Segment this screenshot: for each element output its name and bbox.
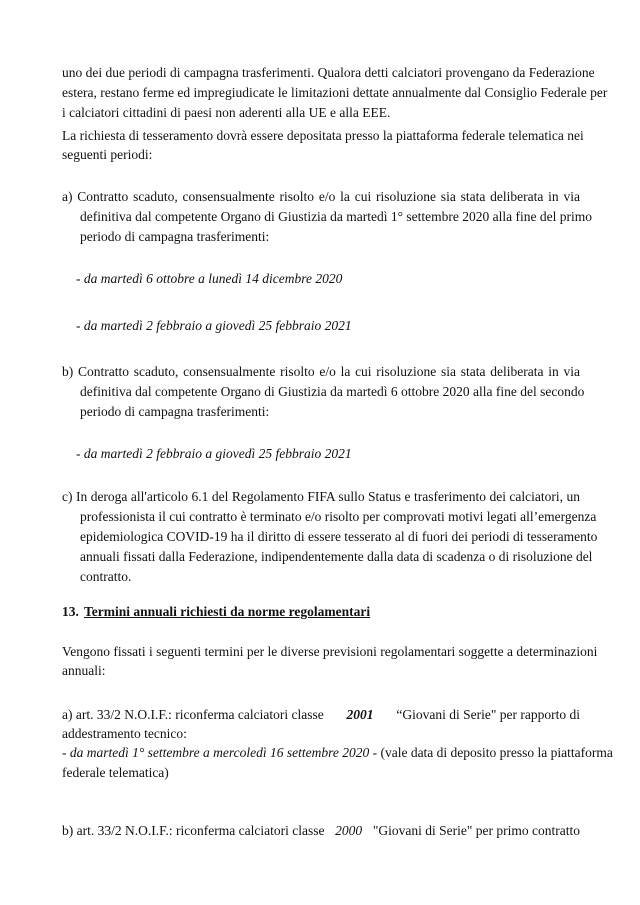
section-13-b-line-1 [62,822,580,840]
item-a-line-1: a) Contratto scaduto, consensualmente risolto e/o la cui risoluzione sia stata deliberata in via [62,189,580,204]
item-c-line-5: contratto. [80,569,132,584]
section-13-a-post: “Giovani di Serie" per rapporto di [396,707,580,722]
item-c-line-3: epidemiologica COVID-19 ha il diritto di essere tesserato al di fuori dei periodi di tesseramento [80,529,598,544]
section-13-intro-line-1: Vengono fissati i seguenti termini per le diverse previsioni regolamentari soggette a determinazioni [62,644,598,659]
section-13-a-period: - da martedì 1° settembre a mercoledì 16 settembre 2020 [62,745,370,760]
intro-line-3: i calciatori cittadini di paesi non aderenti alla UE e alla EEE. [62,105,391,120]
intro-line-2: estera, restano ferme ed impregiudicate le limitazioni dettate annualmente dal Consiglio Federale per [62,85,608,100]
section-13-a-line-4: federale telematica) [62,765,169,780]
item-b-period-1: - da martedì 2 febbraio a giovedì 25 febbraio 2021 [76,446,352,461]
section-13-b-post: "Giovani di Serie" per primo contratto [372,823,580,838]
section-13-a-pre: a) art. 33/2 N.O.I.F.: riconferma calciatori classe [62,707,324,722]
item-b-line-2: definitiva dal competente Organo di Giustizia da martedì 6 ottobre 2020 alla fine del secondo [80,384,585,399]
section-13-a-line-2: addestramento tecnico: [62,726,187,741]
section-13-number: 13. [62,604,79,619]
section-13-a-year: 2001 [346,707,374,722]
item-c-line-2: professionista il cui contratto è terminato e/o risolto per comprovati motivi legati all’emergenza [80,509,597,524]
item-b-line-3: periodo di campagna trasferimenti: [80,404,270,419]
item-a-period-1: - da martedì 6 ottobre a lunedì 14 dicembre 2020 [76,271,343,286]
item-a-period-2: - da martedì 2 febbraio a giovedì 25 febbraio 2021 [76,318,352,333]
section-13-a-line-1 [62,706,580,724]
section-13-a-line-3 [62,744,613,762]
item-c-line-1: c) In deroga all'articolo 6.1 del Regolamento FIFA sullo Status e trasferimento dei calciatori, un [62,489,580,504]
request-line-1: La richiesta di tesseramento dovrà essere depositata presso la piattaforma federale telematica nei [62,128,584,143]
request-line-2: seguenti periodi: [62,147,153,162]
item-a-line-3: periodo di campagna trasferimenti: [80,229,270,244]
item-b-line-1: b) Contratto scaduto, consensualmente risolto e/o la cui risoluzione sia stata deliberata in via [62,364,580,379]
section-13-a-period-note: - (vale data di deposito presso la piattaforma [369,745,613,760]
item-a-line-2: definitiva dal competente Organo di Giustizia da martedì 1° settembre 2020 alla fine del primo [80,209,592,224]
section-13-b-pre: b) art. 33/2 N.O.I.F.: riconferma calciatori classe [62,823,325,838]
section-13-title: Termini annuali richiesti da norme regolamentari [84,604,371,619]
intro-line-1: uno dei due periodi di campagna trasferimenti. Qualora detti calciatori provengano da Federazione [62,65,595,80]
item-c-line-4: annuali fissati dalla Federazione, indipendentemente dalla data di scadenza o di risoluzione del [80,549,593,564]
section-13-intro-line-2: annuali: [62,663,106,678]
section-13-b-year: 2000 [335,823,363,838]
